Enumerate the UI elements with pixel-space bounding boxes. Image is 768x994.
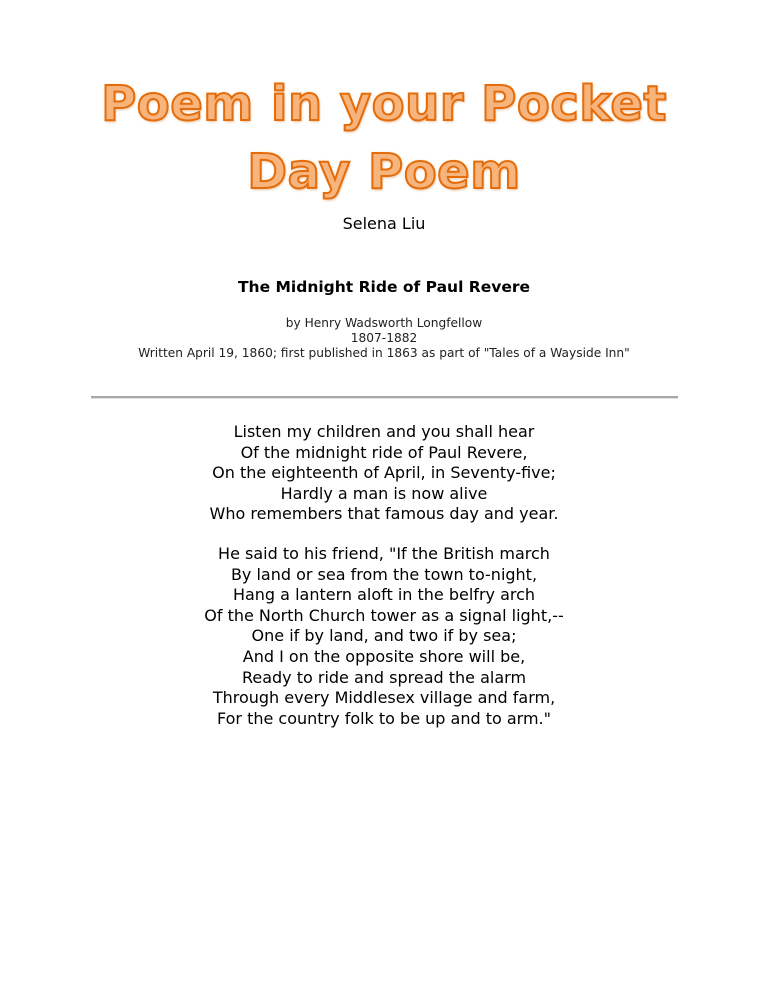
student-name: Selena Liu	[342, 214, 426, 233]
page-title-line-1: Poem in your Pocket	[101, 76, 667, 132]
verse-line: One if by land, and two if by sea;	[251, 626, 517, 646]
verse-line: Ready to ride and spread the alarm	[241, 667, 527, 687]
horizontal-divider	[91, 396, 678, 399]
verse-line: Listen my children and you shall hear	[233, 422, 535, 441]
poem-stanza-1	[0, 422, 768, 525]
verse-line: And I on the opposite shore will be,	[242, 646, 526, 666]
verse-line: For the country folk to be up and to arm."	[216, 708, 551, 728]
verse-line: On the eighteenth of April, in Seventy-five;	[212, 463, 556, 483]
verse-line: Of the North Church tower as a signal light,--	[204, 605, 564, 625]
verse-line: Of the midnight ride of Paul Revere,	[240, 442, 528, 462]
publication-note: Written April 19, 1860; first published in 1863 as part of "Tales of a Wayside Inn"	[138, 346, 630, 360]
poet-years: 1807-1882	[350, 331, 418, 345]
verse-line: Hang a lantern aloft in the belfry arch	[232, 585, 536, 605]
verse-line: Who remembers that famous day and year.	[209, 504, 559, 524]
verse-line: He said to his friend, "If the British march	[218, 544, 550, 563]
verse-line: Hardly a man is now alive	[280, 483, 488, 503]
page-title-line-2: Day Poem	[247, 144, 521, 200]
poem-byline: by Henry Wadsworth Longfellow	[285, 316, 483, 330]
poem-title: The Midnight Ride of Paul Revere	[237, 278, 531, 296]
verse-line: By land or sea from the town to-night,	[230, 564, 538, 584]
verse-line: Through every Middlesex village and farm,	[212, 688, 556, 708]
poem-stanza-2	[0, 544, 768, 729]
